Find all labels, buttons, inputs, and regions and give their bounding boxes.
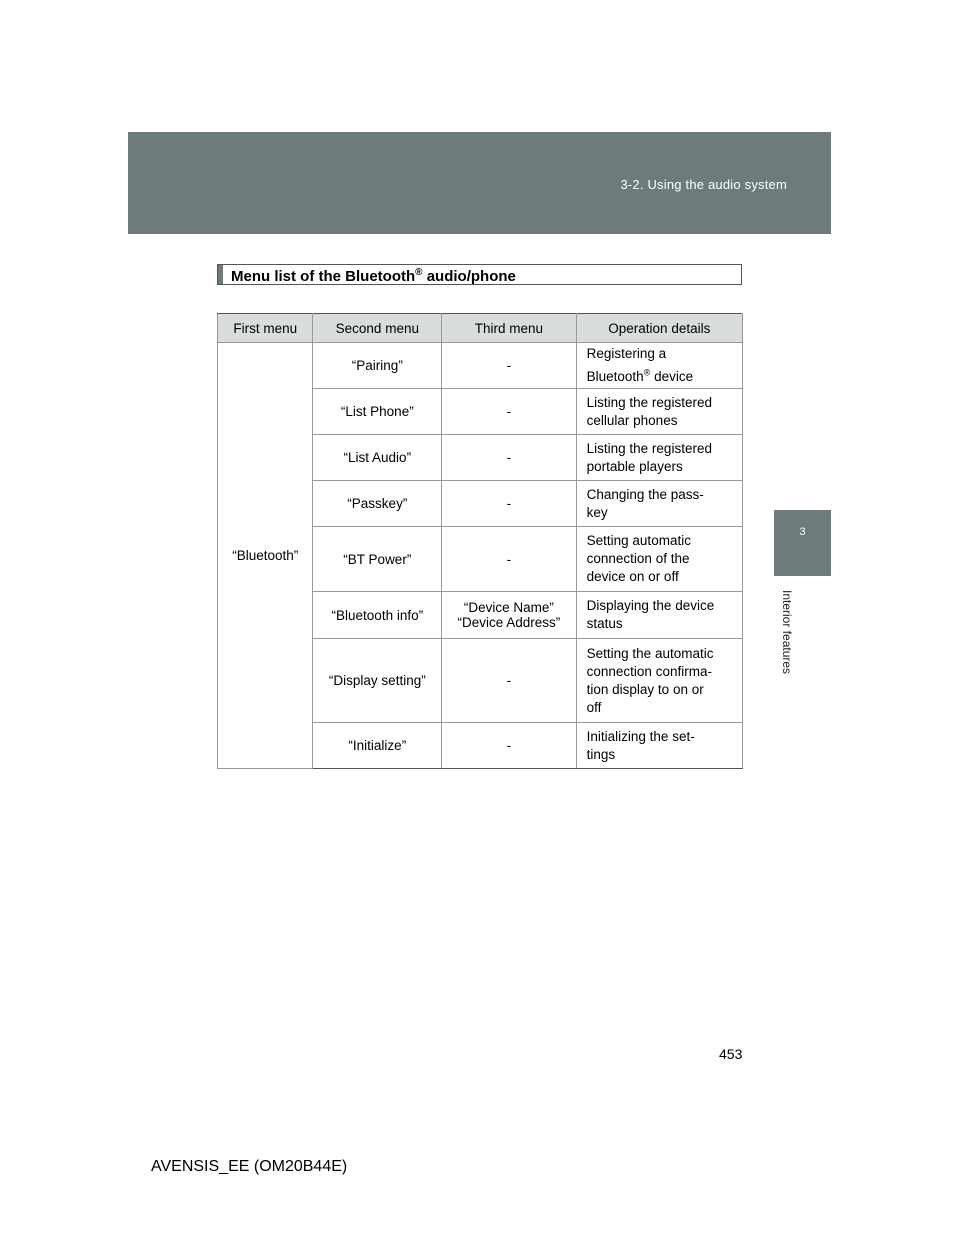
- cell-line: connection of the: [586, 551, 690, 566]
- third-menu-cell: -: [442, 723, 576, 769]
- cell-line: status: [586, 616, 623, 631]
- cell-line: off: [586, 699, 602, 715]
- second-menu-cell: “Bluetooth info”: [313, 592, 442, 639]
- chapter-tab: [774, 510, 831, 576]
- operation-details-cell: [576, 527, 742, 592]
- third-menu-cell: -: [442, 343, 576, 389]
- cell-line: Registering a: [586, 346, 667, 362]
- bluetooth-menu-table: [217, 313, 743, 769]
- cell-line: Listing the registered: [586, 440, 712, 456]
- second-menu-cell: “Display setting”: [313, 639, 442, 723]
- operation-details-cell: [576, 389, 742, 435]
- cell-line: tings: [586, 746, 616, 762]
- operation-details-cell: [576, 343, 742, 389]
- third-menu-cell: -: [442, 435, 576, 481]
- operation-details-cell: [576, 481, 742, 527]
- header-second-menu: Second menu: [313, 314, 442, 343]
- cell-line: Initializing the set-: [586, 728, 695, 744]
- heading-accent-bar: [218, 265, 223, 284]
- cell-line: portable players: [586, 458, 683, 474]
- cell-line: Changing the pass-: [586, 486, 704, 502]
- cell-line: key: [586, 504, 608, 520]
- table-row: [218, 343, 743, 389]
- chapter-header-band: [128, 132, 831, 234]
- footer-code: AVENSIS_EE (OM20B44E): [151, 1158, 348, 1175]
- header-third-menu: Third menu: [442, 314, 576, 343]
- second-menu-cell: “List Audio”: [313, 435, 442, 481]
- second-menu-cell: “BT Power”: [313, 527, 442, 592]
- cell-line: Setting automatic: [586, 533, 691, 548]
- chapter-label-text: Interior features: [780, 590, 794, 675]
- cell-line: Bluetooth® device: [586, 367, 694, 384]
- operation-details-cell: [576, 723, 742, 769]
- operation-details-cell: [576, 435, 742, 481]
- header-operation-details: Operation details: [576, 314, 742, 343]
- cell-line: tion display to on or: [586, 681, 704, 697]
- section-title: 3-2. Using the audio system: [620, 177, 787, 192]
- first-menu-cell: “Bluetooth”: [218, 343, 313, 769]
- table-header-row: [218, 314, 743, 343]
- third-menu-cell: [442, 592, 576, 639]
- cell-line: “Device Name”: [463, 600, 554, 615]
- second-menu-cell: “Passkey”: [313, 481, 442, 527]
- chapter-side-label: [776, 590, 800, 700]
- third-menu-cell: -: [442, 481, 576, 527]
- cell-line: connection confirma-: [586, 663, 712, 679]
- cell-line: Displaying the device: [586, 598, 715, 613]
- operation-details-cell: [576, 639, 742, 723]
- cell-line: Listing the registered: [586, 394, 712, 410]
- cell-line: cellular phones: [586, 412, 678, 428]
- section-heading: [217, 264, 742, 285]
- page-number: 453: [719, 1046, 743, 1062]
- second-menu-cell: “List Phone”: [313, 389, 442, 435]
- table-body: [218, 343, 743, 769]
- second-menu-cell: “Pairing”: [313, 343, 442, 389]
- cell-line: device on or off: [586, 569, 679, 584]
- third-menu-cell: -: [442, 389, 576, 435]
- chapter-number: 3: [799, 526, 806, 538]
- header-first-menu: First menu: [218, 314, 313, 343]
- third-menu-cell: -: [442, 639, 576, 723]
- cell-line: “Device Address”: [457, 615, 561, 630]
- third-menu-cell: -: [442, 527, 576, 592]
- second-menu-cell: “Initialize”: [313, 723, 442, 769]
- operation-details-cell: [576, 592, 742, 639]
- heading-text: Menu list of the Bluetooth® audio/phone: [231, 267, 516, 285]
- cell-line: Setting the automatic: [586, 645, 714, 661]
